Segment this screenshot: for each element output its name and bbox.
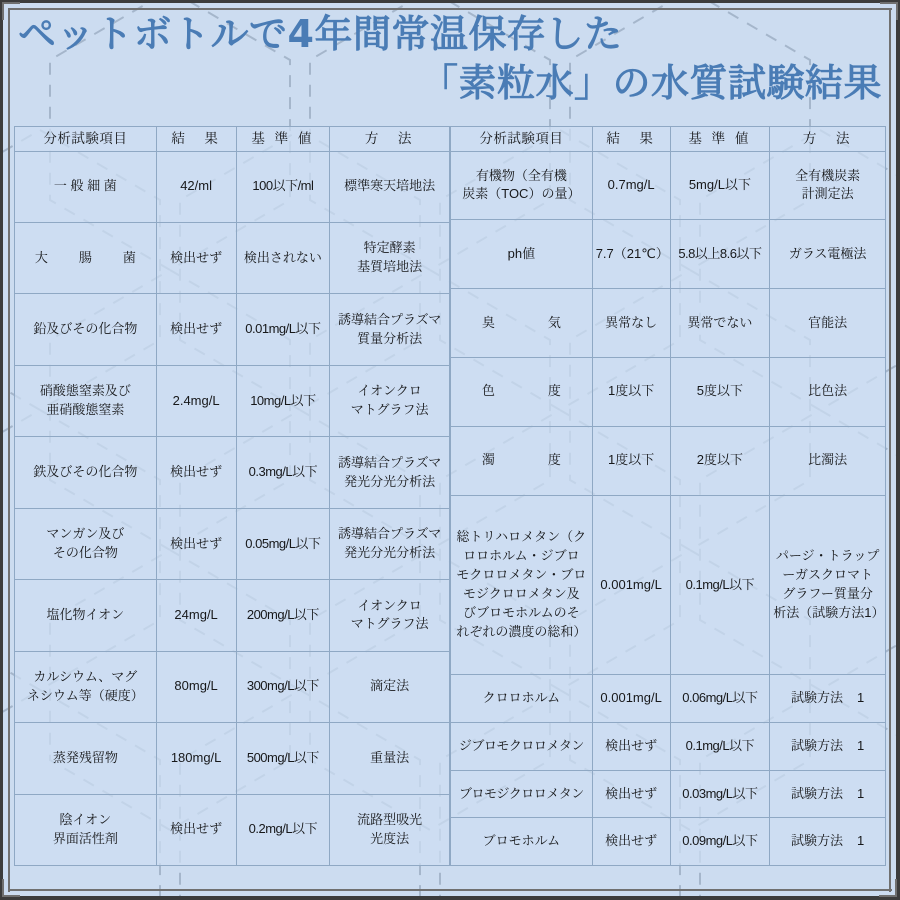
cell-method: 滴定法 (330, 651, 450, 722)
cell-method: ガラス電極法 (770, 220, 886, 289)
cell-result: 検出せず (592, 818, 670, 866)
cell-result: 42/ml (156, 151, 236, 222)
cell-result: 2.4mg/L (156, 365, 236, 436)
cell-standard-trihalomethane: 0.1mg/L以下 (670, 495, 770, 675)
table-row (451, 723, 886, 771)
cell-item: 有機物（全有機 炭素（TOC）の量） (451, 151, 593, 220)
page-title (0, 10, 900, 109)
cell-item: ブロモホルム (451, 818, 593, 866)
cell-standard: 0.1mg/L以下 (670, 723, 770, 771)
cell-item: 硝酸態窒素及び 亜硝酸態窒素 (15, 365, 157, 436)
cell-standard: 5度以下 (670, 357, 770, 426)
cell-item: ブロモジクロロメタン (451, 770, 593, 818)
cell-item: 鉛及びその化合物 (15, 294, 157, 365)
cell-standard: 0.06mg/L以下 (670, 675, 770, 723)
method-label: 試験方法 (791, 690, 844, 706)
title-line-1: ペットボトルで4年間常温保存した (18, 12, 623, 56)
cell-method: 比濁法 (770, 426, 886, 495)
cell-result: 検出せず (156, 223, 236, 294)
table-row (15, 651, 450, 722)
cell-item: 一 般 細 菌 (15, 151, 157, 222)
cell-method (770, 770, 886, 818)
cell-result: 検出せず (156, 437, 236, 508)
table-header-row (15, 127, 450, 152)
table-row (451, 770, 886, 818)
cell-result: 7.7（21℃） (592, 220, 670, 289)
cell-item: 臭 気 (451, 289, 593, 358)
table-row-trihalomethane (451, 495, 886, 675)
left-results-table (14, 126, 450, 866)
table-row (451, 357, 886, 426)
cell-method: イオンクロ マトグラフ法 (330, 365, 450, 436)
cell-standard: 異常でない (670, 289, 770, 358)
cell-standard: 300mg/L以下 (236, 651, 330, 722)
table-row (15, 437, 450, 508)
cell-item: 濁 度 (451, 426, 593, 495)
cell-result: 1度以下 (592, 426, 670, 495)
table-header-row (451, 127, 886, 152)
table-row (451, 818, 886, 866)
cell-standard: 5.8以上8.6以下 (670, 220, 770, 289)
table-row (15, 794, 450, 866)
table-row (451, 151, 886, 220)
header-method: 方 法 (770, 127, 886, 152)
cell-result: 180mg/L (156, 723, 236, 794)
water-quality-tables (14, 126, 886, 866)
table-row (15, 365, 450, 436)
table-row (15, 151, 450, 222)
cell-standard: 200mg/L以下 (236, 580, 330, 651)
method-label: 試験方法 (791, 785, 844, 801)
cell-method (770, 818, 886, 866)
cell-method (770, 723, 886, 771)
table-row (451, 220, 886, 289)
table-row (15, 508, 450, 579)
cell-item: ph値 (451, 220, 593, 289)
right-results-table (450, 126, 886, 866)
header-item: 分析試験項目 (451, 127, 593, 152)
header-standard: 基 準 値 (670, 127, 770, 152)
cell-result: 検出せず (592, 770, 670, 818)
table-row (451, 426, 886, 495)
cell-method-trihalomethane: パージ・トラップ ーガスクロマト グラフー質量分 析法（試験方法1） (770, 495, 886, 675)
cell-method: 標準寒天培地法 (330, 151, 450, 222)
cell-item: 鉄及びその化合物 (15, 437, 157, 508)
cell-method: 誘導結合プラズマ 発光分光分析法 (330, 437, 450, 508)
cell-method: 特定酵素 基質培地法 (330, 223, 450, 294)
method-label: 試験方法 (791, 833, 844, 849)
cell-result: 0.7mg/L (592, 151, 670, 220)
cell-standard: 0.05mg/L以下 (236, 508, 330, 579)
method-number: 1 (857, 737, 865, 753)
cell-standard: 100以下/ml (236, 151, 330, 222)
cell-result: 検出せず (592, 723, 670, 771)
table-row (15, 723, 450, 794)
cell-standard: 0.09mg/L以下 (670, 818, 770, 866)
cell-method: 比色法 (770, 357, 886, 426)
table-row (15, 223, 450, 294)
cell-item: 色 度 (451, 357, 593, 426)
cell-standard: 0.03mg/L以下 (670, 770, 770, 818)
method-label: 試験方法 (791, 737, 844, 753)
cell-item: マンガン及び その化合物 (15, 508, 157, 579)
table-row (15, 580, 450, 651)
method-number: 1 (857, 785, 865, 801)
cell-item-trihalomethane: 総トリハロメタン（ク ロロホルム・ジブロ モクロロメタン・ブロ モジクロロメタン及 びブロモホルムのそ れぞれの濃度の総和） (451, 495, 593, 675)
cell-method (770, 675, 886, 723)
cell-standard: 0.01mg/L以下 (236, 294, 330, 365)
cell-standard: 0.3mg/L以下 (236, 437, 330, 508)
cell-result-trihalomethane: 0.001mg/L (592, 495, 670, 675)
table-row (451, 289, 886, 358)
cell-method: 誘導結合プラズマ 質量分析法 (330, 294, 450, 365)
cell-standard: 500mg/L以下 (236, 723, 330, 794)
title-line-2: 「素粒水」の水質試験結果 (419, 61, 882, 106)
cell-method: 誘導結合プラズマ 発光分光分析法 (330, 508, 450, 579)
cell-item: クロロホルム (451, 675, 593, 723)
cell-method: イオンクロ マトグラフ法 (330, 580, 450, 651)
table-row (451, 675, 886, 723)
cell-method: 重量法 (330, 723, 450, 794)
header-result: 結 果 (156, 127, 236, 152)
method-number: 1 (857, 690, 865, 706)
cell-standard: 0.2mg/L以下 (236, 794, 330, 866)
method-number: 1 (857, 833, 865, 849)
cell-result: 異常なし (592, 289, 670, 358)
cell-result: 検出せず (156, 794, 236, 866)
cell-standard: 2度以下 (670, 426, 770, 495)
cell-item: ジブロモクロロメタン (451, 723, 593, 771)
cell-item: 大 腸 菌 (15, 223, 157, 294)
header-result: 結 果 (592, 127, 670, 152)
cell-method: 流路型吸光 光度法 (330, 794, 450, 866)
cell-result: 1度以下 (592, 357, 670, 426)
header-method: 方 法 (330, 127, 450, 152)
cell-method: 官能法 (770, 289, 886, 358)
cell-standard: 10mg/L以下 (236, 365, 330, 436)
cell-result: 検出せず (156, 508, 236, 579)
cell-result: 検出せず (156, 294, 236, 365)
cell-item: 蒸発残留物 (15, 723, 157, 794)
cell-result: 80mg/L (156, 651, 236, 722)
cell-result: 24mg/L (156, 580, 236, 651)
cell-item: 陰イオン 界面活性剤 (15, 794, 157, 866)
header-standard: 基 準 値 (236, 127, 330, 152)
cell-standard: 5mg/L以下 (670, 151, 770, 220)
cell-result: 0.001mg/L (592, 675, 670, 723)
header-item: 分析試験項目 (15, 127, 157, 152)
cell-item: 塩化物イオン (15, 580, 157, 651)
cell-standard: 検出されない (236, 223, 330, 294)
cell-method: 全有機炭素 計測定法 (770, 151, 886, 220)
cell-item: カルシウム、マグ ネシウム等（硬度） (15, 651, 157, 722)
table-row (15, 294, 450, 365)
